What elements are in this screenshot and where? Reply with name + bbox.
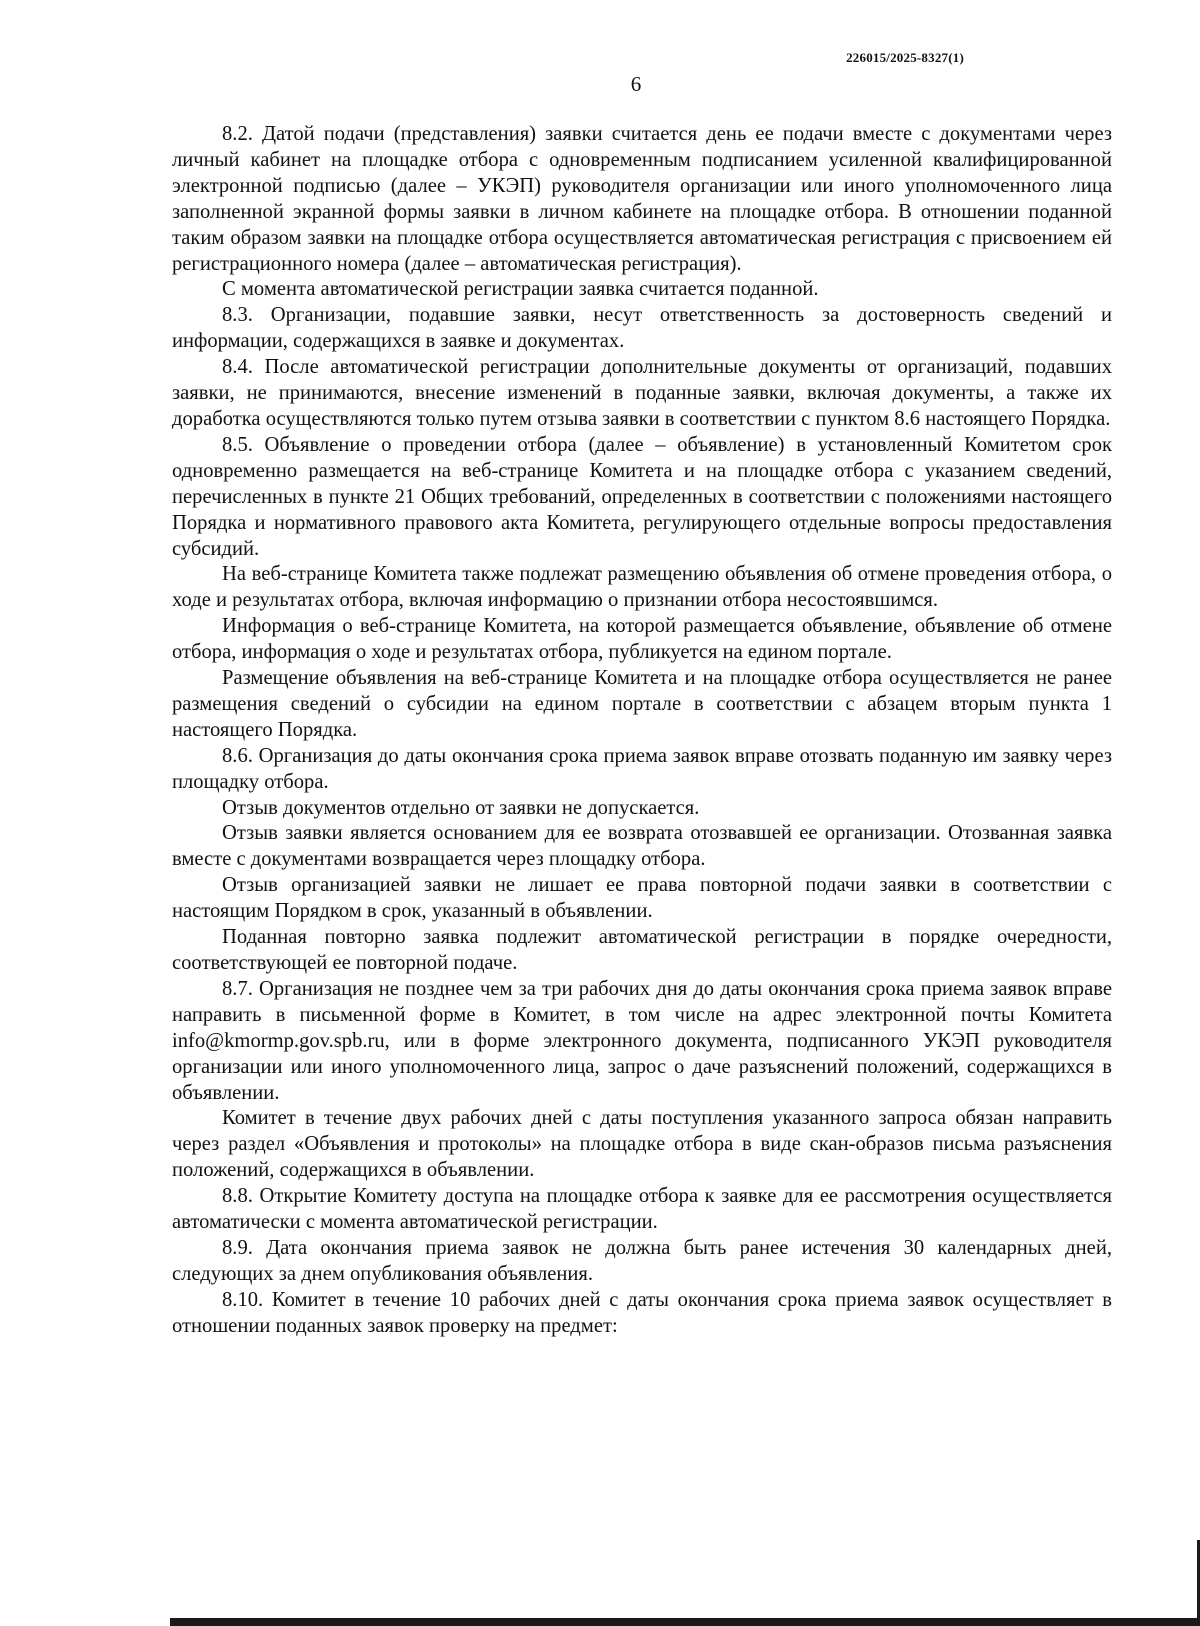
paragraph-8-6-registration: Поданная повторно заявка подлежит автоматической регистрации в порядке очередности, соответствующей ее повторной подаче. <box>172 926 1112 974</box>
paragraph-8-4: 8.4. После автоматической регистрации дополнительные документы от организаций, подавших заявки, не принимаются, внесение изменений в поданные заявки, включая документы, а также их доработка осуществляются только путем отзыва заявки в соответствии с пунктом 8.6 настоящего Порядка. <box>172 356 1112 430</box>
paragraph-8-5-portal-info: Информация о веб-странице Комитета, на которой размещается объявление, объявление об отмене отбора, информация о ходе и результатах отбора, публикуется на едином портале. <box>172 615 1112 664</box>
paragraph-8-5-webpage: На веб-странице Комитета также подлежат размещению объявления об отмене проведения отбора, о ходе и результатах отбора, включая информацию о признании отбора несостоявшимся. <box>172 563 1112 612</box>
paragraph-8-6: 8.6. Организация до даты окончания срока приема заявок вправе отозвать поданную им заявку через площадку отбора. <box>172 744 1112 793</box>
paragraph-8-8: 8.8. Открытие Комитету доступа на площадке отбора к заявке для ее рассмотрения осуществляется автоматически с момента автоматической регистрации. <box>172 1185 1112 1234</box>
paragraph-8-2-registration: С момента автоматической регистрации заявка считается поданной. <box>222 278 819 301</box>
paragraph-8-7: 8.7. Организация не позднее чем за три рабочих дня до даты окончания срока приема заявок вправе направить в письменной форме в Комитет, в том числе на адрес электронной почты Комитета info@kmormp.gov.spb.ru, или в форме электронного документа, подписанного УКЭП руководителя организации или иного уполномоченного лица, запрос о даче разъяснений положений, содержащихся в объявлении. <box>172 977 1112 1104</box>
scan-bottom-edge <box>170 1618 1200 1626</box>
document-body <box>172 122 1112 1340</box>
paragraph-8-6-documents: Отзыв документов отдельно от заявки не допускается. <box>222 796 700 819</box>
paragraph-8-3: 8.3. Организации, подавшие заявки, несут ответственность за достоверность сведений и информации, содержащихся в заявке и документах. <box>172 304 1112 353</box>
paragraph-8-6-resubmission: Отзыв организацией заявки не лишает ее права повторной подачи заявки в соответствии с настоящим Порядком в срок, указанный в объявлении. <box>172 874 1112 923</box>
paragraph-8-7-response: Комитет в течение двух рабочих дней с даты поступления указанного запроса обязан направить через раздел «Объявления и протоколы» на площадке отбора в виде скан-образов письма разъяснения положений, содержащихся в объявлении. <box>172 1107 1112 1182</box>
paragraph-8-6-return: Отзыв заявки является основанием для ее возврата отозвавшей ее организации. Отозванная заявка вместе с документами возвращается через площадку отбора. <box>172 822 1112 871</box>
paragraph-8-2: 8.2. Датой подачи (представления) заявки считается день ее подачи вместе с документами через личный кабинет на площадке отбора с одновременным подписанием усиленной квалифицированной электронной подписью (далее – УКЭП) руководителя организации или иного уполномоченного лица заполненной экранной формы заявки в личном кабинете на площадке отбора. В отношении поданной таким образом заявки на площадке отбора осуществляется автоматическая регистрация с присвоением ей регистрационного номера (далее – автоматическая регистрация). <box>172 123 1112 275</box>
page-number: 6 <box>630 72 642 96</box>
paragraph-8-5: 8.5. Объявление о проведении отбора (далее – объявление) в установленный Комитетом срок одновременно размещается на веб-странице Комитета и на площадке отбора с указанием сведений, перечисленных в пункте 21 Общих требований, определенных в соответствии с положениями настоящего Порядка и нормативного правового акта Комитета, регулирующего отдельные вопросы предоставления субсидий. <box>172 433 1112 560</box>
paragraph-8-9: 8.9. Дата окончания приема заявок не должна быть ранее истечения 30 календарных дней, следующих за днем опубликования объявления. <box>172 1236 1112 1285</box>
paragraph-8-5-placement: Размещение объявления на веб-странице Комитета и на площадке отбора осуществляется не ранее размещения сведений о субсидии на едином портале в соответствии с абзацем вторым пункта 1 настоящего Порядка. <box>172 667 1112 741</box>
document-registration-number: 226015/2025-8327(1) <box>846 50 964 65</box>
paragraph-8-10: 8.10. Комитет в течение 10 рабочих дней с даты окончания срока приема заявок осуществляет в отношении поданных заявок проверку на предмет: <box>172 1288 1112 1337</box>
